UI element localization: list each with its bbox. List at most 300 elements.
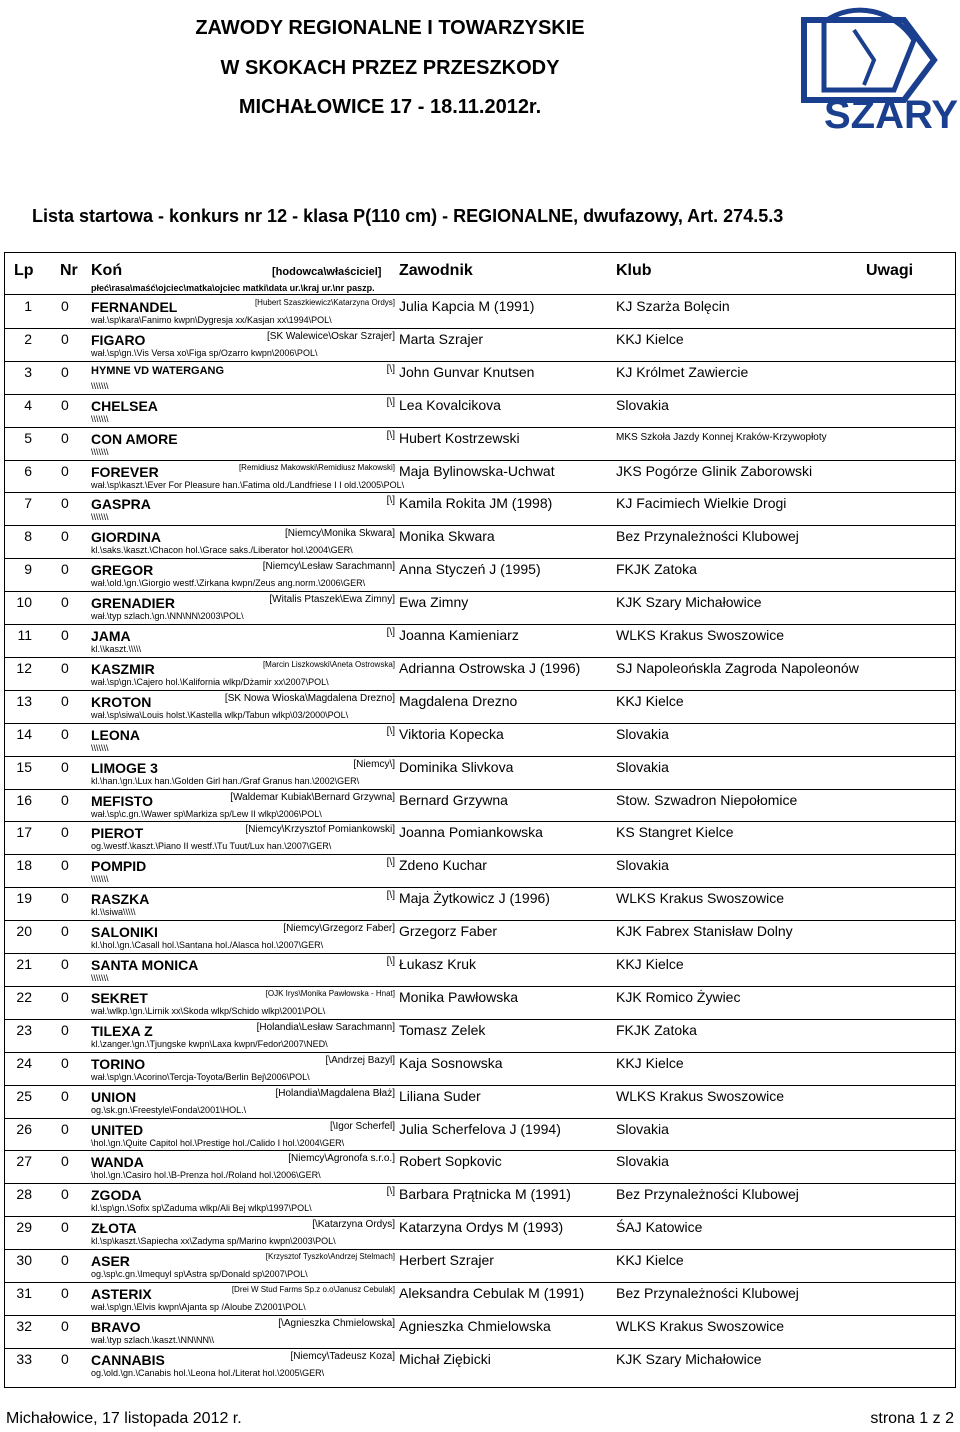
horse-name: ZŁOTA	[91, 1220, 137, 1237]
table-row	[0, 561, 960, 594]
owner-info: [Holandia\Lesław Sarachmann]	[256, 1021, 395, 1033]
rider-name: Agnieszka Chmielowska	[399, 1317, 551, 1334]
lp-cell: 21	[16, 956, 32, 972]
rider-name: Dominika Slivkova	[399, 758, 514, 775]
owner-info: [SK Nowa Wioska\Magdalena Drezno]	[224, 692, 395, 704]
col-header-lp: Lp	[14, 262, 34, 279]
club-name: WLKS Krakus Swoszowice	[616, 627, 785, 643]
col-header-notes: Uwagi	[866, 262, 914, 279]
horse-name: BRAVO	[91, 1318, 141, 1335]
club-name: KKJ Kielce	[616, 1054, 684, 1071]
lp-cell: 32	[16, 1317, 32, 1334]
row-divider	[4, 1216, 956, 1217]
horse-name: LEONA	[91, 726, 140, 743]
table-row	[0, 364, 960, 397]
row-divider	[4, 591, 956, 592]
lp-cell: 24	[16, 1054, 32, 1071]
rider-name: Michał Ziębicki	[399, 1350, 491, 1367]
owner-info: [Niemcy\Tadeusz Koza]	[290, 1350, 395, 1362]
horse-pedigree: og.\sp\c.gn.\Imequyl sp\Astra sp/Donald sp\2007\POL\	[91, 1269, 308, 1280]
nr-cell: 0	[61, 1120, 69, 1137]
horse-pedigree: \\\\\\\	[91, 512, 109, 523]
rider-name: Monika Skwara	[399, 528, 495, 545]
rider-name: Aleksandra Cebulak M (1991)	[399, 1285, 585, 1301]
horse-name: TILEXA Z	[91, 1022, 153, 1039]
club-name: FKJK Zatoka	[616, 1021, 697, 1038]
nr-cell: 0	[61, 1350, 69, 1367]
horse-name: HYMNE VD WATERGANG	[91, 364, 225, 377]
row-divider	[4, 328, 956, 329]
lp-cell: 2	[24, 330, 32, 347]
rider-name: Barbara Prątnicka M (1991)	[399, 1186, 571, 1203]
table-row	[0, 1219, 960, 1252]
table-row	[0, 594, 960, 627]
nr-cell: 0	[61, 659, 69, 676]
lp-cell: 10	[16, 594, 32, 611]
rider-name: Joanna Kamieniarz	[399, 627, 519, 643]
horse-pedigree: kl.\sp\gn.\Sofix sp\Zaduma wlkp/Ali Bej wlkp\1997\POL\	[91, 1203, 312, 1214]
footer-place-date: Michałowice, 17 listopada 2012 r.	[6, 1410, 242, 1427]
table-row	[0, 660, 960, 693]
horse-pedigree: \\\\\\\	[91, 380, 109, 391]
horse-name: MEFISTO	[91, 792, 153, 809]
horse-name: KASZMIR	[91, 660, 155, 677]
lp-cell: 18	[16, 857, 32, 874]
nr-cell: 0	[61, 1252, 69, 1269]
rider-name: Marta Szrajer	[399, 330, 484, 347]
rider-name: Grzegorz Faber	[399, 923, 498, 940]
nr-cell: 0	[61, 988, 69, 1005]
table-row	[0, 890, 960, 923]
col-header-club: Klub	[616, 262, 652, 279]
owner-info: [\]	[386, 725, 395, 737]
nr-cell: 0	[61, 692, 69, 709]
row-divider	[4, 821, 956, 822]
club-name: Bez Przynależności Klubowej	[616, 1186, 799, 1203]
row-divider	[4, 1085, 956, 1086]
row-divider	[4, 690, 956, 691]
lp-cell: 9	[24, 561, 32, 578]
row-divider	[4, 558, 956, 559]
lp-cell: 4	[24, 396, 32, 413]
club-name: WLKS Krakus Swoszowice	[616, 890, 785, 907]
club-name: Slovakia	[616, 396, 669, 413]
lp-cell: 31	[16, 1285, 32, 1301]
table-row	[0, 1252, 960, 1285]
row-divider	[4, 361, 956, 362]
lp-cell: 17	[16, 824, 32, 841]
owner-info: [Krzysztof Tyszko\Andrzej Stelmach]	[265, 1252, 395, 1262]
owner-info: [Witalis Ptaszek\Ewa Zimny]	[269, 594, 395, 606]
lp-cell: 29	[16, 1219, 32, 1236]
lp-cell: 16	[16, 791, 32, 808]
club-name: Slovakia	[616, 1120, 669, 1137]
horse-pedigree: wał.\sp\kara\Fanimo kwpn\Dygresja xx/Kasjan xx\1994\POL\	[91, 315, 332, 325]
horse-pedigree: wał.\typ szlach.\kaszt.\NN\NN\\	[91, 1334, 215, 1345]
owner-info: [OJK Irys\Monika Pawłowska - Hnat]	[265, 988, 395, 998]
lp-cell: 6	[24, 462, 32, 479]
horse-pedigree: og.\sk.gn.\Freestyle\Fonda\2001\HOL.\	[91, 1104, 247, 1115]
lp-cell: 13	[16, 692, 32, 709]
nr-cell: 0	[61, 791, 69, 808]
club-name: KJK Romico Żywiec	[616, 988, 741, 1005]
horse-name: CON AMORE	[91, 430, 178, 447]
table-row	[0, 298, 960, 331]
row-divider	[4, 1118, 956, 1119]
horse-pedigree: \\\\\\\	[91, 874, 109, 885]
rider-name: Lea Kovalcikova	[399, 396, 501, 413]
horse-pedigree: wał.\sp\gn.\Cajero hol.\Kalifornia wlkp/Dżamir xx\2007\POL\	[91, 676, 329, 687]
club-name: SJ Napoleońskla Zagroda Napoleonów	[616, 659, 859, 676]
nr-cell: 0	[61, 462, 69, 479]
lp-cell: 22	[16, 988, 32, 1005]
club-name: MKS Szkoła Jazdy Konnej Kraków-Krzywopłoty	[616, 431, 827, 443]
club-name: KKJ Kielce	[616, 330, 684, 347]
nr-cell: 0	[61, 330, 69, 347]
owner-info: [\]	[386, 1186, 395, 1198]
table-row	[0, 824, 960, 857]
horse-name: CHELSEA	[91, 397, 158, 414]
table-row	[0, 463, 960, 496]
owner-info: [\]	[386, 627, 395, 638]
nr-cell: 0	[61, 956, 69, 972]
title-line-1: ZAWODY REGIONALNE I TOWARZYSKIE	[195, 17, 585, 39]
nr-cell: 0	[61, 1087, 69, 1104]
nr-cell: 0	[61, 627, 69, 643]
table-row	[0, 792, 960, 825]
owner-info: [Marcin Liszkowski\Aneta Ostrowska]	[262, 659, 395, 669]
nr-cell: 0	[61, 495, 69, 512]
horse-pedigree: wał.\wlkp.\gn.\Lirnik xx\Skoda wlkp/Schido wlkp\2001\POL\	[91, 1005, 326, 1016]
nr-cell: 0	[61, 890, 69, 907]
horse-name: SALONIKI	[91, 924, 158, 941]
club-name: FKJK Zatoka	[616, 561, 697, 578]
horse-name: SANTA MONICA	[91, 957, 199, 973]
rider-name: Bernard Grzywna	[399, 791, 508, 808]
owner-info: [\]	[386, 396, 395, 408]
table-row	[0, 857, 960, 890]
club-name: KJ Facimiech Wielkie Drogi	[616, 495, 787, 512]
horse-name: JAMA	[91, 628, 131, 644]
row-divider	[4, 624, 956, 625]
horse-name: GIORDINA	[91, 529, 161, 546]
horse-pedigree: \\\\\\\	[91, 413, 109, 424]
horse-name: GREGOR	[91, 562, 154, 579]
owner-info: [Niemcy\Krzysztof Pomiankowski]	[245, 824, 395, 836]
lp-cell: 23	[16, 1021, 32, 1038]
lp-cell: 30	[16, 1252, 32, 1269]
nr-cell: 0	[61, 1153, 69, 1170]
nr-cell: 0	[61, 429, 69, 446]
nr-cell: 0	[61, 923, 69, 940]
table-row	[0, 956, 960, 989]
horse-pedigree: kl.\sp\kaszt.\Sapiecha xx\Zadyma sp/Marino kwpn\2003\POL\	[91, 1236, 336, 1247]
club-name: Slovakia	[616, 725, 669, 742]
row-divider	[4, 723, 956, 724]
nr-cell: 0	[61, 1285, 69, 1301]
rider-name: Kaja Sosnowska	[399, 1054, 503, 1071]
table-row	[0, 1318, 960, 1351]
col-header-rider: Zawodnik	[399, 262, 473, 279]
table-row	[0, 989, 960, 1022]
row-divider	[4, 756, 956, 757]
owner-info: [\Katarzyna Ordys]	[312, 1219, 395, 1231]
lp-cell: 26	[16, 1120, 32, 1137]
owner-info: [\Agnieszka Chmielowska]	[278, 1317, 395, 1329]
lp-cell: 5	[24, 429, 32, 446]
nr-cell: 0	[61, 1317, 69, 1334]
lp-cell: 12	[16, 659, 32, 676]
club-name: Slovakia	[616, 857, 669, 874]
rider-name: Viktoria Kopecka	[399, 725, 504, 742]
lp-cell: 20	[16, 923, 32, 940]
owner-info: [\]	[386, 890, 395, 902]
horse-name: TORINO	[91, 1055, 146, 1072]
horse-name: POMPID	[91, 858, 147, 875]
owner-info: [\]	[386, 429, 395, 441]
lp-cell: 11	[17, 627, 32, 643]
owner-info: [\Igor Scherfel]	[329, 1120, 395, 1132]
row-divider	[4, 1019, 956, 1020]
competition-subtitle: Lista startowa - konkurs nr 12 - klasa P(110 cm) - REGIONALNE, dwufazowy, Art. 274.5.3	[32, 206, 784, 226]
club-name: KKJ Kielce	[616, 956, 684, 972]
nr-cell: 0	[61, 528, 69, 545]
rider-name: Joanna Pomiankowska	[399, 824, 543, 841]
table-row	[0, 331, 960, 364]
owner-info: [\]	[386, 363, 395, 375]
rider-name: Julia Scherfelova J (1994)	[399, 1120, 561, 1137]
club-name: KJK Szary Michałowice	[616, 594, 762, 611]
lp-cell: 14	[16, 725, 32, 742]
rider-name: Katarzyna Ordys M (1993)	[399, 1219, 564, 1236]
col-header-horse-info: płeć\rasa\maść\ojciec\matka\ojciec matki\data ur.\kraj ur.\nr paszp.	[91, 283, 375, 293]
row-divider	[4, 953, 956, 954]
nr-cell: 0	[61, 857, 69, 874]
owner-info: [\]	[386, 857, 395, 869]
owner-info: [Hubert Szaszkiewicz\Katarzyna Ordys]	[254, 298, 395, 307]
horse-pedigree: kl.\hol.\gn.\Casall hol.\Santana hol./Alasca hol.\2007\GER\	[91, 940, 324, 951]
row-divider	[4, 986, 956, 987]
club-name: Bez Przynależności Klubowej	[616, 1285, 799, 1301]
horse-pedigree: wał.\old.\gn.\Giorgio westf.\Zirkana kwpn/Zeus ang.norm.\2006\GER\	[91, 578, 366, 589]
owner-info: [Niemcy\Grzegorz Faber]	[283, 923, 395, 935]
horse-name: ASTERIX	[91, 1286, 152, 1302]
owner-info: [\Andrzej Bazyl]	[325, 1054, 395, 1066]
lp-cell: 33	[16, 1350, 32, 1367]
club-name: Slovakia	[616, 758, 669, 775]
col-header-nr: Nr	[60, 262, 78, 279]
club-name: Slovakia	[616, 1153, 669, 1170]
row-divider	[4, 460, 956, 461]
row-divider	[4, 1052, 956, 1053]
horse-pedigree: wał.\typ szlach.\gn.\NN\NN\2003\POL\	[91, 611, 244, 622]
table-row	[0, 495, 960, 528]
horse-pedigree: kl.\han.\gn.\Lux han.\Golden Girl han./Graf Granus han.\2002\GER\	[91, 775, 360, 786]
horse-pedigree: wał.\sp\kaszt.\Ever For Pleasure han.\Fatima old./Landfriese I I old.\2005\POL\	[91, 479, 405, 490]
horse-name: UNION	[91, 1088, 137, 1105]
lp-cell: 7	[24, 495, 32, 512]
row-divider	[4, 1348, 956, 1349]
horse-name: FIGARO	[91, 331, 146, 348]
nr-cell: 0	[61, 725, 69, 742]
owner-info: [SK Walewice\Oskar Szrajer]	[267, 330, 395, 342]
footer-page-number: strona 1 z 2	[870, 1410, 954, 1427]
table-row	[0, 693, 960, 726]
row-divider	[4, 1315, 956, 1316]
rider-name: Liliana Suder	[399, 1087, 481, 1104]
horse-pedigree: wał.\sp\siwa\Louis holst.\Kastella wlkp/Tabun wlkp\03/2000\POL\	[91, 709, 349, 720]
row-divider	[4, 920, 956, 921]
lp-cell: 15	[16, 758, 32, 775]
row-divider	[4, 492, 956, 493]
lp-cell: 19	[16, 890, 32, 907]
club-name: KJ Królmet Zawiercie	[616, 363, 749, 380]
owner-info: [Niemcy\Agronofa s.r.o.]	[288, 1153, 395, 1165]
nr-cell: 0	[61, 758, 69, 775]
lp-cell: 25	[16, 1087, 32, 1104]
row-divider	[4, 887, 956, 888]
rider-name: Zdeno Kuchar	[399, 857, 487, 874]
row-divider	[4, 427, 956, 428]
owner-info: [Niemcy\]	[353, 758, 395, 770]
lp-cell: 28	[16, 1186, 32, 1203]
club-name: KS Stangret Kielce	[616, 824, 734, 841]
table-row	[0, 397, 960, 430]
club-name: ŚAJ Katowice	[616, 1219, 703, 1236]
horse-name: PIEROT	[91, 825, 144, 842]
owner-info: [Drei W Stud Farms Sp.z o.o\Janusz Cebulak]	[231, 1285, 395, 1294]
rider-name: John Gunvar Knutsen	[399, 363, 535, 380]
table-row	[0, 1055, 960, 1088]
owner-info: [Remidiusz Makowski\Remidiusz Makowski]	[238, 462, 395, 472]
title-line-3: MICHAŁOWICE 17 - 18.11.2012r.	[238, 96, 542, 118]
table-row	[0, 1351, 960, 1384]
nr-cell: 0	[61, 1219, 69, 1236]
table-row	[0, 759, 960, 792]
row-divider	[4, 525, 956, 526]
club-name: KJK Fabrex Stanisław Dolny	[616, 923, 793, 940]
owner-info: [Holandia\Magdalena Błaż]	[275, 1087, 395, 1099]
rider-name: Maja Bylinowska-Uchwat	[399, 462, 555, 479]
rider-name: Magdalena Drezno	[399, 692, 518, 709]
horse-pedigree: kl.\\siwa\\\\\	[91, 907, 136, 918]
rider-name: Anna Styczeń J (1995)	[399, 561, 541, 578]
horse-pedigree: wał.\sp\gn.\Elvis kwpn\Ajanta sp /Aloube Z\2001\POL\	[91, 1302, 306, 1312]
horse-name: SEKRET	[91, 989, 148, 1006]
horse-pedigree: kl.\saks.\kaszt.\Chacon hol.\Grace saks./Liberator hol.\2004\GER\	[91, 545, 353, 556]
nr-cell: 0	[61, 1054, 69, 1071]
horse-pedigree: \\\\\\\	[91, 742, 109, 753]
owner-info: [Niemcy\Monika Skwara]	[284, 528, 395, 540]
horse-pedigree: og.\old.\gn.\Canabis hol.\Leona hol./Literat hol.\2005\GER\	[91, 1367, 325, 1378]
club-name: KKJ Kielce	[616, 692, 684, 709]
table-row	[0, 1121, 960, 1154]
horse-name: RASZKA	[91, 891, 150, 908]
owner-info: [\]	[386, 495, 395, 507]
nr-cell: 0	[61, 1186, 69, 1203]
header-divider	[4, 294, 956, 295]
row-divider	[4, 1150, 956, 1151]
club-name: KKJ Kielce	[616, 1252, 684, 1269]
rider-name: Herbert Szrajer	[399, 1252, 494, 1269]
lp-cell: 3	[24, 363, 32, 380]
table-row	[0, 627, 960, 660]
rider-name: Adrianna Ostrowska J (1996)	[399, 659, 581, 676]
nr-cell: 0	[61, 561, 69, 578]
nr-cell: 0	[61, 363, 69, 380]
col-header-owner-info: [hodowca\właściciel]	[272, 266, 382, 278]
horse-pedigree: wał.\sp\gn.\Vis Versa xo\Figa sp/Ozarro kwpn\2006\POL\	[91, 347, 318, 358]
table-row	[0, 1186, 960, 1219]
col-header-horse: Koń	[91, 262, 123, 279]
horse-name: ZGODA	[91, 1187, 142, 1204]
rider-name: Monika Pawłowska	[399, 988, 519, 1005]
owner-info: [Niemcy\Lesław Sarachmann]	[262, 561, 395, 573]
horse-name: UNITED	[91, 1121, 144, 1138]
rider-name: Hubert Kostrzewski	[399, 429, 520, 446]
nr-cell: 0	[61, 824, 69, 841]
club-name: Stow. Szwadron Niepołomice	[616, 791, 798, 808]
horse-name: ASER	[91, 1253, 130, 1270]
horse-pedigree: og.\westf.\kaszt.\Piano II westf.\Tu Tuut/Lux han.\2007\GER\	[91, 841, 332, 852]
horse-name: GRENADIER	[91, 595, 176, 612]
row-divider	[4, 789, 956, 790]
table-row	[0, 1088, 960, 1121]
nr-cell: 0	[61, 298, 69, 314]
rider-name: Ewa Zimny	[399, 594, 469, 611]
horse-name: LIMOGE 3	[91, 759, 158, 776]
row-divider	[4, 1183, 956, 1184]
owner-info: [Waldemar Kubiak\Bernard Grzywna]	[230, 791, 395, 803]
nr-cell: 0	[61, 396, 69, 413]
horse-name: KROTON	[91, 693, 152, 710]
rider-name: Tomasz Zelek	[399, 1021, 486, 1038]
row-divider	[4, 657, 956, 658]
club-name: JKS Pogórze Glinik Zaborowski	[616, 462, 813, 479]
row-divider	[4, 1249, 956, 1250]
club-name: Bez Przynależności Klubowej	[616, 528, 799, 545]
nr-cell: 0	[61, 1021, 69, 1038]
table-row	[0, 726, 960, 759]
horse-pedigree: kl.\zanger.\gn.\Tjungske kwpn\Laxa kwpn/Fedor\2007\NED\	[91, 1038, 328, 1049]
row-divider	[4, 854, 956, 855]
rider-name: Robert Sopkovic	[399, 1153, 502, 1170]
row-divider	[4, 394, 956, 395]
rider-name: Łukasz Kruk	[399, 956, 477, 972]
horse-pedigree: \hol.\gn.\Casiro hol.\B-Prenza hol./Roland hol.\2006\GER\	[91, 1170, 321, 1181]
table-row	[0, 528, 960, 561]
horse-pedigree: wał.\sp\gn.\Acorino\Tercja-Toyota/Berlin Bej\2006\POL\	[91, 1071, 310, 1082]
lp-cell: 27	[16, 1153, 32, 1170]
horse-pedigree: wał.\sp\c.gn.\Wawer sp\Markiza sp/Lew II wlkp\2006\POL\	[91, 808, 322, 819]
rider-name: Maja Żytkowicz J (1996)	[399, 890, 550, 907]
club-name: WLKS Krakus Swoszowice	[616, 1087, 785, 1104]
horse-name: WANDA	[91, 1154, 144, 1171]
table-row	[0, 430, 960, 463]
szary-logo	[784, 0, 959, 140]
row-divider	[4, 1282, 956, 1283]
horse-name: FERNANDEL	[91, 299, 178, 315]
title-line-2: W SKOKACH PRZEZ PRZESZKODY	[220, 57, 560, 79]
lp-cell: 1	[24, 298, 32, 314]
horse-pedigree: \\\\\\\	[91, 446, 109, 457]
rider-name: Kamila Rokita JM (1998)	[399, 495, 553, 512]
club-name: KJK Szary Michałowice	[616, 1350, 762, 1367]
horse-pedigree: \\\\\\\	[91, 973, 109, 983]
club-name: KJ Szarża Bolęcin	[616, 298, 730, 314]
table-row	[0, 923, 960, 956]
rider-name: Julia Kapcia M (1991)	[399, 298, 535, 314]
